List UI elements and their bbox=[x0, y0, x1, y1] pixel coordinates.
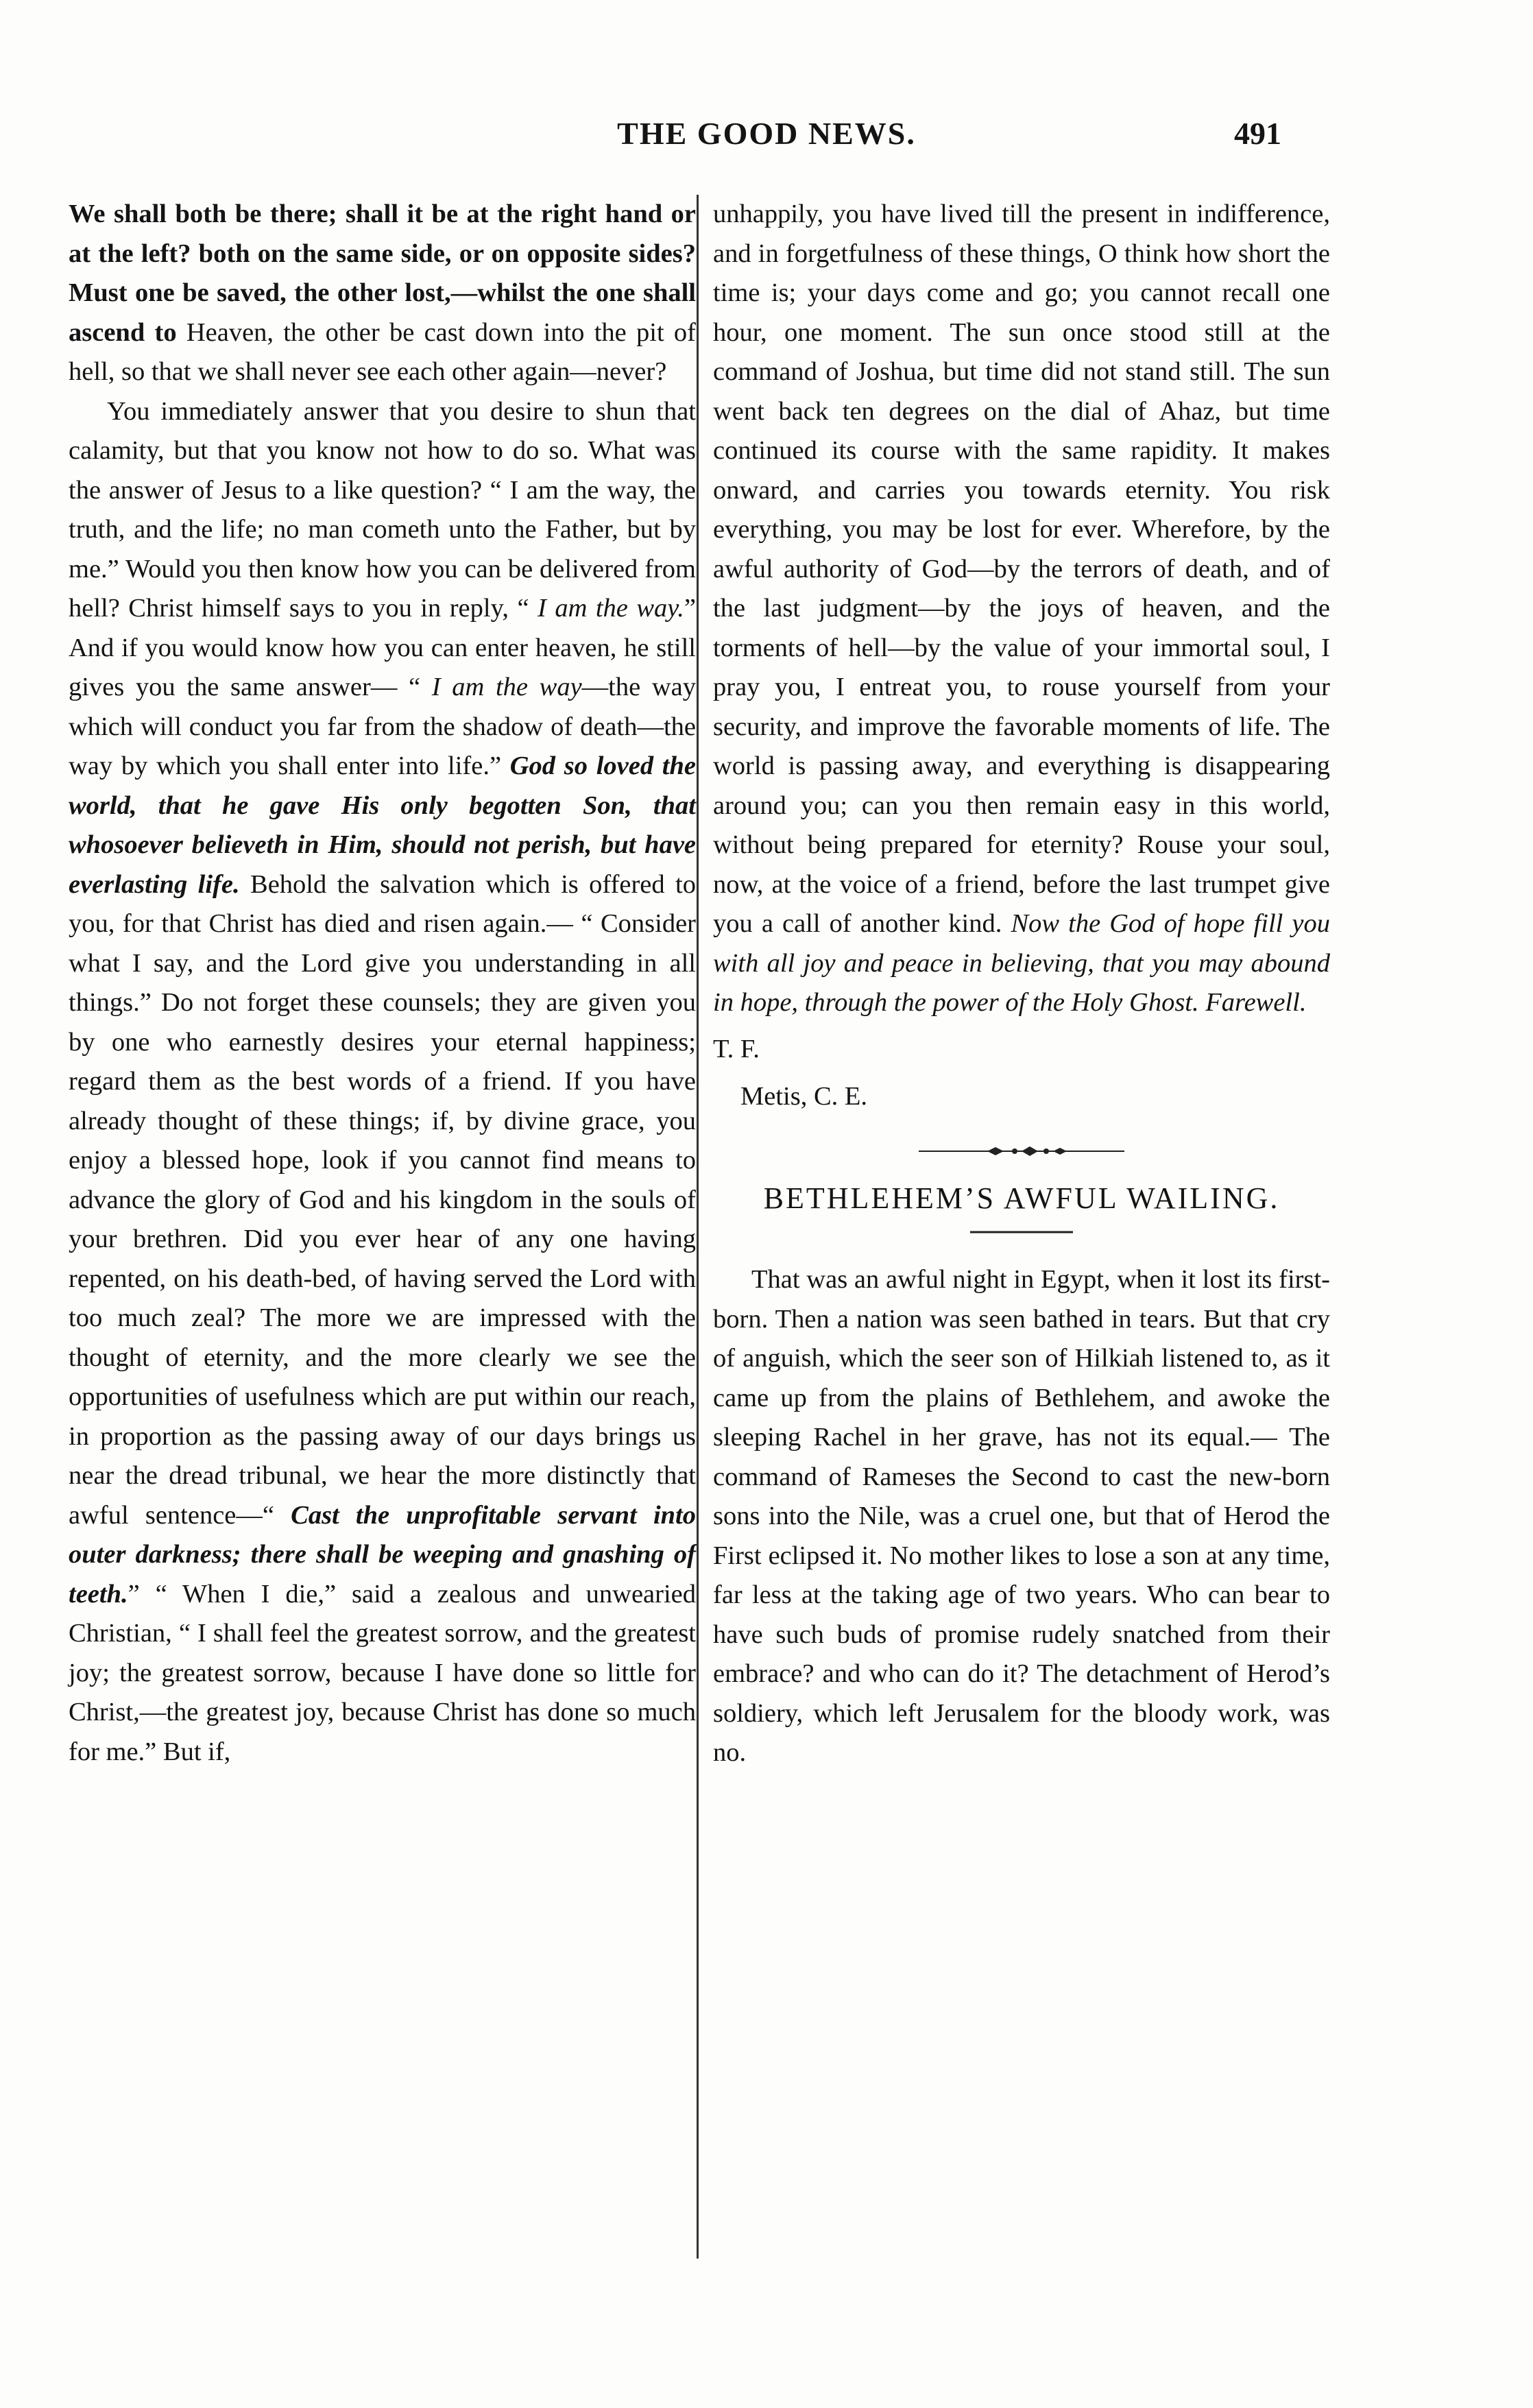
page-number: 491 bbox=[1234, 116, 1281, 151]
section-title: BETHLEHEM’S AWFUL WAILING. bbox=[763, 1181, 1280, 1215]
right-column bbox=[713, 195, 1330, 1773]
text-run: You immediately answer that you desire to shun that calamity, but that you know not how to do so. What was the answer of Jesus to a like question? “ I am the way, the truth, and the life; no man cometh unto the Father, but by me.” Would you then know how you can be delivered from hell? Christ himself says to you in reply, “ bbox=[69, 396, 696, 623]
ornament-rule-icon bbox=[919, 1144, 1124, 1158]
short-rule-icon bbox=[970, 1230, 1073, 1234]
running-title: THE GOOD NEWS. bbox=[617, 116, 916, 151]
left-column bbox=[69, 195, 696, 1772]
italic-quote: I am the way. bbox=[538, 594, 684, 623]
text-run: ” And if you would know how you can enter heaven, he still gives you the same answer— “ bbox=[69, 594, 696, 701]
paragraph-1 bbox=[69, 195, 696, 392]
text-run: —the way which will conduct you far from the shadow of death—the way by which you shall enter into life.” bbox=[69, 673, 696, 780]
italic-quote: I am the way bbox=[431, 673, 582, 701]
italic-benediction: Now the God of hope fill you with all joy and peace in believing, that you may abound in hope, through the power of the Holy Ghost. Farewell. bbox=[713, 909, 1331, 1017]
text-run: ” “ When I die,” said a zealous and unwearied Christian, “ I shall feel the greatest sorrow, and the greatest joy; the greatest sorrow, because I have done so little for Christ,—the greatest joy, because Christ has done so much for me.” But if, bbox=[69, 1579, 696, 1766]
italic-scripture: God so loved the world, that he gave His only begotten Son, that whosoever believeth in Him, should not perish, but have everlasting life. bbox=[69, 751, 696, 899]
place-line: Metis, C. E. bbox=[740, 1082, 868, 1111]
paragraph-2 bbox=[69, 392, 696, 1772]
column-divider bbox=[697, 195, 699, 2259]
paragraph-continued bbox=[713, 195, 1330, 1023]
text-run: unhappily, you have lived till the present in indifference, and in forgetfulness of these things, O think how short the time is; your days come and go; you cannot recall one hour, one moment. The sun once stood still at the command of Joshua, but time did not stand still. The sun went back ten degrees on the dial of Ahaz, but time continued its course with the same rapidity. It makes onward, and carries you towards eternity. You risk everything, you may be lost for ever. Wherefore, by the awful authority of God—by the terrors of death, and of the last judgment—by the joys of heaven, and the torments of hell—by the value of your immortal soul, I pray you, I entreat you, to rouse yourself from your security, and improve the favorable moments of life. The world is passing away, and everything is disappearing around you; can you then remain easy in this world, without being prepared for eternity? Rouse your soul, now, at the voice of a friend, before the last trumpet give you a call of another kind. bbox=[713, 200, 1330, 938]
bold-lead-text: We shall both be there; shall it be at the right hand or at the left? both on the same side, or on opposite sides? Must one be saved, the other lost,—whilst the one shall ascend to bbox=[69, 200, 696, 347]
paragraph-1-rest: Heaven, the other be cast down into the pit of hell, so that we shall never see each other again—never? bbox=[69, 317, 696, 386]
paragraph-bethlehem: That was an awful night in Egypt, when it lost its first-born. Then a nation was seen bathed in tears. But that cry of anguish, which the seer son of Hilkiah listened to, as it came up from the plains of Bethlehem, and awoke the sleeping Rachel in her grave, has not its equal.— The command of Rameses the Second to cast the new-born sons into the Nile, was a cruel one, but that of Herod the First eclipsed it. No mother likes to lose a son at any time, far less at the taking age of two years. Who can bear to have such buds of promise rudely snatched from their embrace? and who can do it? The detachment of Herod’s soldiery, which left Jerusalem for the bloody work, was no. bbox=[713, 1265, 1330, 1767]
text-run: Behold the salvation which is offered to you, for that Christ has died and risen again.— “ Consider what I say, and the Lord give you understanding in all things.” Do not forget these counsels; they are given you by one who earnestly desires your eternal happiness; regard them as the best words of a friend. If you have already thought of these things; if, by divine grace, you enjoy a blessed hope, look if you cannot find means to advance the glory of God and his kingdom in the souls of your brethren. Did you ever hear of any one having repented, on his death-bed, of having served the Lord with too much zeal? The more we are impressed with the thought of eternity, and the more clearly we see the opportunities of usefulness which are put within our reach, in proportion as the passing away of our days brings us near the dread tribunal, we hear the more distinctly that awful sentence—“ bbox=[69, 869, 696, 1530]
signature: T. F. bbox=[713, 1034, 760, 1063]
italic-scripture: Cast the unprofitable servant into outer darkness; there shall be weeping and gnashing of teeth. bbox=[69, 1500, 697, 1609]
